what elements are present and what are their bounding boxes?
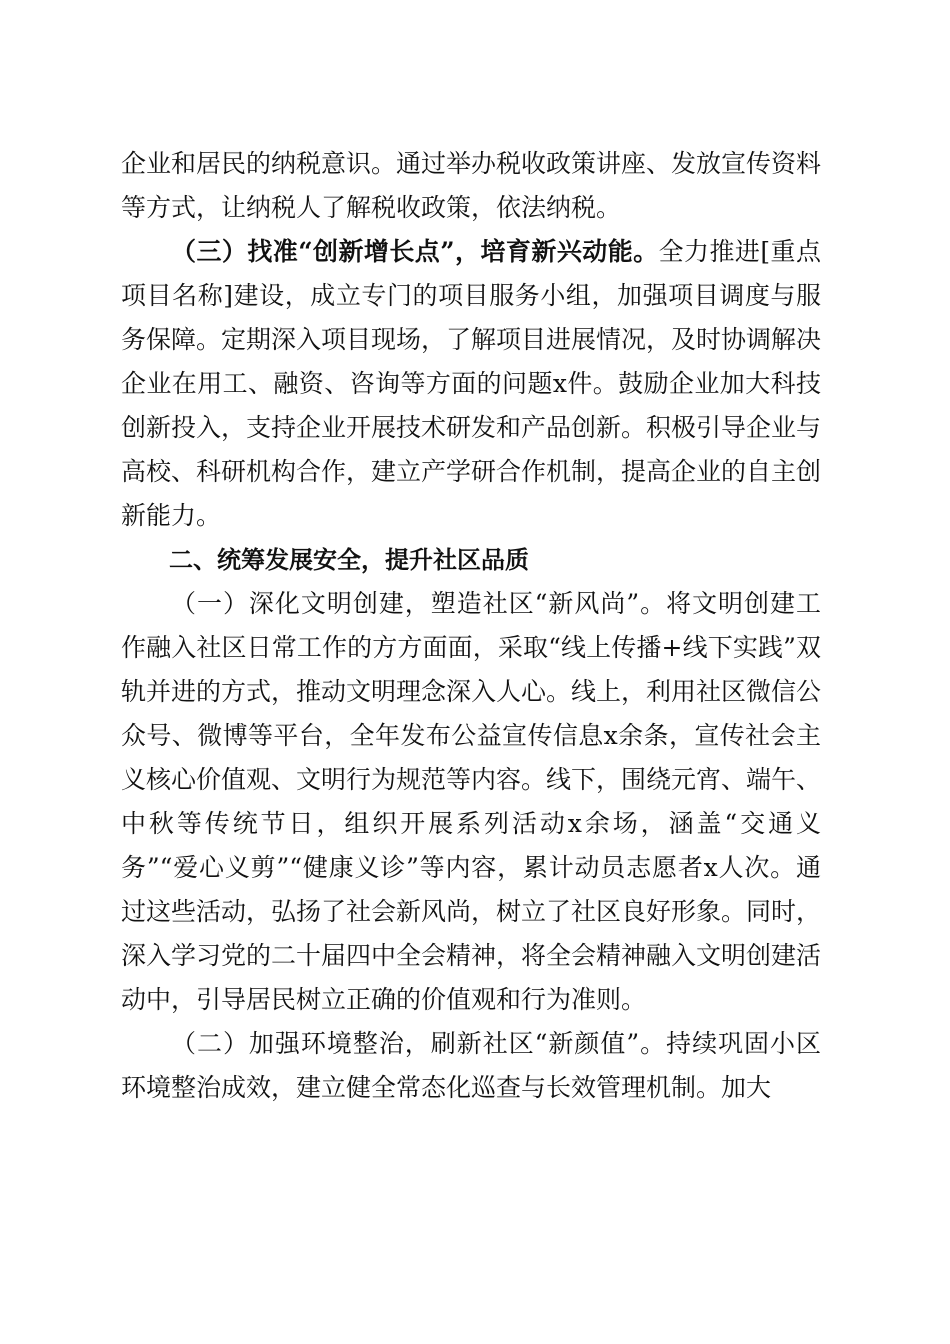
section-title-innovation: （三）找准“创新增长点”，培育新兴动能。 bbox=[171, 237, 659, 266]
paragraph-innovation-body: 全力推进[重点项目名称]建设，成立专门的项目服务小组，加强项目调度与服务保障。定期深入项目现场，了解项目进展情况，及时协调解决企业在用工、融资、咨询等方面的问题x件。鼓励企业加大科技创新投入，支持企业开展技术研发和产品创新。积极引导企业与高校、科研机构合作，建立产学研合作机制，提高企业的自主创新能力。 bbox=[121, 237, 822, 530]
paragraph-innovation-growth bbox=[121, 230, 821, 538]
heading-section-two: 二、统筹发展安全，提升社区品质 bbox=[169, 546, 529, 574]
paragraph-environment-rectification: （二）加强环境整治，刷新社区“新颜值”。持续巩固小区环境整治成效，建立健全常态化巡查与长效管理机制。加大 bbox=[121, 1029, 821, 1102]
paragraph-tax-awareness: 企业和居民的纳税意识。通过举办税收政策讲座、发放宣传资料等方式，让纳税人了解税收政策，依法纳税。 bbox=[121, 149, 822, 222]
paragraph-civilization-creation: （一）深化文明创建，塑造社区“新风尚”。将文明创建工作融入社区日常工作的方方面面，采取“线上传播+线下实践”双轨并进的方式，推动文明理念深入人心。线上，利用社区微信公众号、微博等平台，全年发布公益宣传信息x余条，宣传社会主义核心价值观、文明行为规范等内容。线下，围绕元宵、端午、中秋等传统节日，组织开展系列活动x余场，涵盖“交通义务”“爱心义剪”“健康义诊”等内容，累计动员志愿者x人次。通过这些活动，弘扬了社会新风尚，树立了社区良好形象。同时，深入学习党的二十届四中全会精神，将全会精神融入文明创建活动中，引导居民树立正确的价值观和行为准则。 bbox=[121, 589, 822, 1014]
document-body bbox=[121, 142, 821, 1110]
